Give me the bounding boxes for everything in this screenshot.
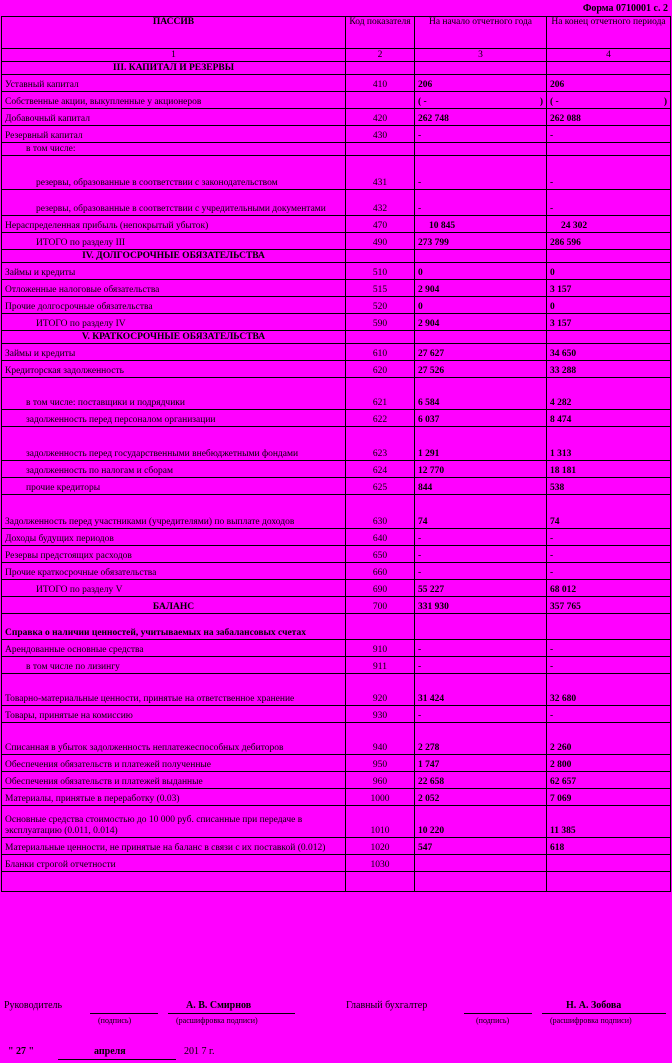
empty-cell [415,331,547,344]
column-number: 1 [2,49,346,62]
table-row [2,263,671,280]
row-name: Бланки строгой отчетности [2,855,346,872]
section-title: IV. ДОЛГОСРОЧНЫЕ ОБЯЗАТЕЛЬСТВА [2,250,346,263]
row-value-end: 3 157 [547,314,671,331]
table-row [2,156,671,190]
row-name: задолженность по налогам и сборам [2,461,346,478]
table-row [2,378,671,410]
row-value-end: - [547,529,671,546]
row-value-end: - [547,190,671,216]
table-row [2,563,671,580]
table-header [2,17,671,49]
table-row [2,75,671,92]
column-number: 3 [415,49,547,62]
table-row [2,461,671,478]
row-value-end: 7 069 [547,789,671,806]
row-value-start: 2 278 [415,723,547,755]
row-code: 950 [346,755,415,772]
date-day: " 27 " [8,1046,35,1057]
row-code: 910 [346,640,415,657]
row-value-start [415,855,547,872]
row-code [346,143,415,156]
bracket-open: ( - [418,97,427,107]
row-name: Основные средства стоимостью до 10 000 руб. списанные при передаче в эксплуатацию (0.011, 0.014) [2,806,346,838]
row-name: Справка о наличии ценностей, учитываемых на забалансовых счетах [2,614,346,640]
row-code: 515 [346,280,415,297]
row-code: 620 [346,361,415,378]
row-value-start: 6 584 [415,378,547,410]
row-value-start [415,872,547,892]
row-value-end: 4 282 [547,378,671,410]
row-value-end: 18 181 [547,461,671,478]
table-row [2,723,671,755]
empty-cell [346,250,415,263]
table-row [2,614,671,640]
row-value-end: 3 157 [547,280,671,297]
head-decode-caption: (расшифровка подписи) [176,1016,258,1025]
row-value-end: - [547,546,671,563]
row-name: задолженность перед государственными внебюджетными фондами [2,427,346,461]
row-name: Прочие краткосрочные обязательства [2,563,346,580]
row-name: ИТОГО по разделу V [2,580,346,597]
row-value-start: - [415,706,547,723]
row-name: Займы и кредиты [2,263,346,280]
row-name: прочие кредиторы [2,478,346,495]
row-code: 640 [346,529,415,546]
accountant-name: Н. А. Зобова [566,1000,622,1011]
row-name: резервы, образованные в соответствии с учредительными документами [2,190,346,216]
table-row [2,495,671,529]
row-value-end: 24 302 [547,216,671,233]
row-value-start: 6 037 [415,410,547,427]
header-end: На конец отчетного периода [547,17,671,49]
row-value-start: 206 [415,75,547,92]
row-value-start: - [415,563,547,580]
row-value-start [415,143,547,156]
table-row [2,855,671,872]
row-value-end: 74 [547,495,671,529]
row-value-start: 2 052 [415,789,547,806]
row-code: 911 [346,657,415,674]
table-row [2,546,671,563]
empty-cell [415,62,547,75]
table-row [2,789,671,806]
row-value-end [547,855,671,872]
row-code [346,92,415,109]
row-value-start: 22 658 [415,772,547,789]
table-row [2,597,671,614]
row-code: 960 [346,772,415,789]
section-title: III. КАПИТАЛ И РЕЗЕРВЫ [2,62,346,75]
row-name: Материалы, принятые в переработку (0.03) [2,789,346,806]
row-code: 660 [346,563,415,580]
row-code: 470 [346,216,415,233]
row-code: 930 [346,706,415,723]
column-numbers-row [2,49,671,62]
row-name: Прочие долгосрочные обязательства [2,297,346,314]
row-code: 430 [346,126,415,143]
row-value-start: 273 799 [415,233,547,250]
row-code: 1000 [346,789,415,806]
head-name-line [168,1013,295,1014]
row-value-end: 206 [547,75,671,92]
row-value-start: 74 [415,495,547,529]
row-code: 510 [346,263,415,280]
row-value-start: 0 [415,263,547,280]
row-code: 622 [346,410,415,427]
row-value-end: 33 288 [547,361,671,378]
balance-table [1,16,671,892]
row-name: Списанная в убыток задолженность неплатежеспособных дебиторов [2,723,346,755]
row-name: резервы, образованные в соответствии с законодательством [2,156,346,190]
row-value-end [547,614,671,640]
row-value-end [547,143,671,156]
row-value-start: 10 220 [415,806,547,838]
row-value-end: - [547,657,671,674]
row-value-start: 547 [415,838,547,855]
row-name: ИТОГО по разделу IV [2,314,346,331]
table-row [2,361,671,378]
row-value-start [415,614,547,640]
row-code: 625 [346,478,415,495]
row-value-start: - [415,640,547,657]
row-name: Резервный капитал [2,126,346,143]
row-code: 520 [346,297,415,314]
row-value-start [415,92,547,109]
row-code: 700 [346,597,415,614]
table-row [2,427,671,461]
row-code: 630 [346,495,415,529]
table-row [2,314,671,331]
empty-cell [547,62,671,75]
column-number: 2 [346,49,415,62]
empty-cell [547,331,671,344]
table-row [2,674,671,706]
accountant-sign-caption: (подпись) [476,1016,510,1025]
row-name: в том числе: поставщики и подрядчики [2,378,346,410]
row-code: 431 [346,156,415,190]
head-signature-line [90,1013,158,1014]
row-value-start: 0 [415,297,547,314]
row-value-start: 10 845 [415,216,547,233]
bracket-open: ( - [550,97,559,107]
table-row [2,344,671,361]
row-name: задолженность перед персоналом организации [2,410,346,427]
row-value-end: 2 260 [547,723,671,755]
row-value-end: 32 680 [547,674,671,706]
row-value-start: 27 526 [415,361,547,378]
row-value-start: - [415,546,547,563]
row-name: Задолженность перед участниками (учредителями) по выплате доходов [2,495,346,529]
row-name: ИТОГО по разделу III [2,233,346,250]
table-row [2,580,671,597]
row-name: Резервы предстоящих расходов [2,546,346,563]
table-row [2,216,671,233]
row-name: Отложенные налоговые обязательства [2,280,346,297]
row-code: 432 [346,190,415,216]
row-value-start: 55 227 [415,580,547,597]
row-name: в том числе по лизингу [2,657,346,674]
row-value-start: 844 [415,478,547,495]
row-value-end: - [547,126,671,143]
row-name: в том числе: [2,143,346,156]
row-name: БАЛАНС [2,597,346,614]
table-row [2,872,671,892]
row-code: 590 [346,314,415,331]
row-value-start: - [415,657,547,674]
row-name: Кредиторская задолженность [2,361,346,378]
empty-cell [415,250,547,263]
accountant-label: Главный бухгалтер [346,1000,428,1011]
row-value-end: - [547,156,671,190]
row-value-start: 1 747 [415,755,547,772]
row-name: Арендованные основные средства [2,640,346,657]
row-value-end: 11 385 [547,806,671,838]
row-value-start: - [415,126,547,143]
table-row [2,772,671,789]
row-value-start: 1 291 [415,427,547,461]
date-month-line [58,1059,176,1060]
row-code: 1030 [346,855,415,872]
table-row [2,126,671,143]
row-code: 690 [346,580,415,597]
row-name: Товары, принятые на комиссию [2,706,346,723]
row-value-end: - [547,706,671,723]
row-value-end: 2 800 [547,755,671,772]
table-row [2,838,671,855]
row-value-start: 331 930 [415,597,547,614]
row-name: Обеспечения обязательств и платежей выданные [2,772,346,789]
header-passive: ПАССИВ [2,17,346,49]
date-month: апреля [94,1046,126,1057]
row-code: 1020 [346,838,415,855]
row-value-start: - [415,156,547,190]
row-value-start: - [415,529,547,546]
row-name: Обеспечения обязательств и платежей полученные [2,755,346,772]
row-name: Собственные акции, выкупленные у акционеров [2,92,346,109]
row-code: 1010 [346,806,415,838]
header-start: На начало отчетного года [415,17,547,49]
row-code: 610 [346,344,415,361]
bracket-close: ) [663,97,667,107]
header-code: Код показателя [346,17,415,49]
row-name: Уставный капитал [2,75,346,92]
row-code: 623 [346,427,415,461]
bracket-close: ) [539,97,543,107]
table-row [2,280,671,297]
empty-cell [346,62,415,75]
table-row [2,410,671,427]
table-row [2,109,671,126]
row-value-end: - [547,563,671,580]
row-value-end: 8 474 [547,410,671,427]
row-name: Нераспределенная прибыль (непокрытый убыток) [2,216,346,233]
section-header-row [2,62,671,75]
row-code: 410 [346,75,415,92]
row-value-end: 68 012 [547,580,671,597]
head-name: А. В. Смирнов [186,1000,252,1011]
head-sign-caption: (подпись) [98,1016,132,1025]
row-value-end: 0 [547,263,671,280]
accountant-decode-caption: (расшифровка подписи) [550,1016,632,1025]
section-header-row [2,331,671,344]
row-value-start: 262 748 [415,109,547,126]
date-year: 201 7 г. [184,1046,215,1057]
row-name: Товарно-материальные ценности, принятые на ответственное хранение [2,674,346,706]
row-name: Добавочный капитал [2,109,346,126]
accountant-signature-line [464,1013,532,1014]
row-code: 624 [346,461,415,478]
row-name: Займы и кредиты [2,344,346,361]
row-value-end [547,872,671,892]
accountant-name-line [542,1013,666,1014]
table-row [2,233,671,250]
table-row [2,297,671,314]
table-row [2,806,671,838]
row-value-start: - [415,190,547,216]
table-row [2,143,671,156]
row-value-end: 1 313 [547,427,671,461]
row-name [2,872,346,892]
row-value-end: 262 088 [547,109,671,126]
section-title: V. КРАТКОСРОЧНЫЕ ОБЯЗАТЕЛЬСТВА [2,331,346,344]
table-row [2,640,671,657]
row-value-end: 357 765 [547,597,671,614]
row-value-end [547,92,671,109]
table-row [2,529,671,546]
row-value-end: 538 [547,478,671,495]
row-value-end: - [547,640,671,657]
row-value-end: 286 596 [547,233,671,250]
row-code [346,872,415,892]
row-code: 490 [346,233,415,250]
row-code: 420 [346,109,415,126]
table-row [2,92,671,109]
empty-cell [547,250,671,263]
row-code: 650 [346,546,415,563]
row-value-start: 27 627 [415,344,547,361]
row-value-start: 2 904 [415,314,547,331]
table-row [2,706,671,723]
row-code: 621 [346,378,415,410]
table-row [2,657,671,674]
row-value-start: 2 904 [415,280,547,297]
row-value-start: 31 424 [415,674,547,706]
row-value-end: 62 657 [547,772,671,789]
table-row [2,190,671,216]
empty-cell [346,331,415,344]
form-label: Форма 0710001 с. 2 [582,3,668,14]
row-value-start: 12 770 [415,461,547,478]
row-code: 940 [346,723,415,755]
row-value-end: 618 [547,838,671,855]
column-number: 4 [547,49,671,62]
table-row [2,478,671,495]
row-name: Доходы будущих периодов [2,529,346,546]
row-name: Материальные ценности, не принятые на баланс в связи с их поставкой (0.012) [2,838,346,855]
row-value-end: 0 [547,297,671,314]
row-value-end: 34 650 [547,344,671,361]
row-code: 920 [346,674,415,706]
head-label: Руководитель [4,1000,63,1011]
row-code [346,614,415,640]
table-row [2,755,671,772]
section-header-row [2,250,671,263]
